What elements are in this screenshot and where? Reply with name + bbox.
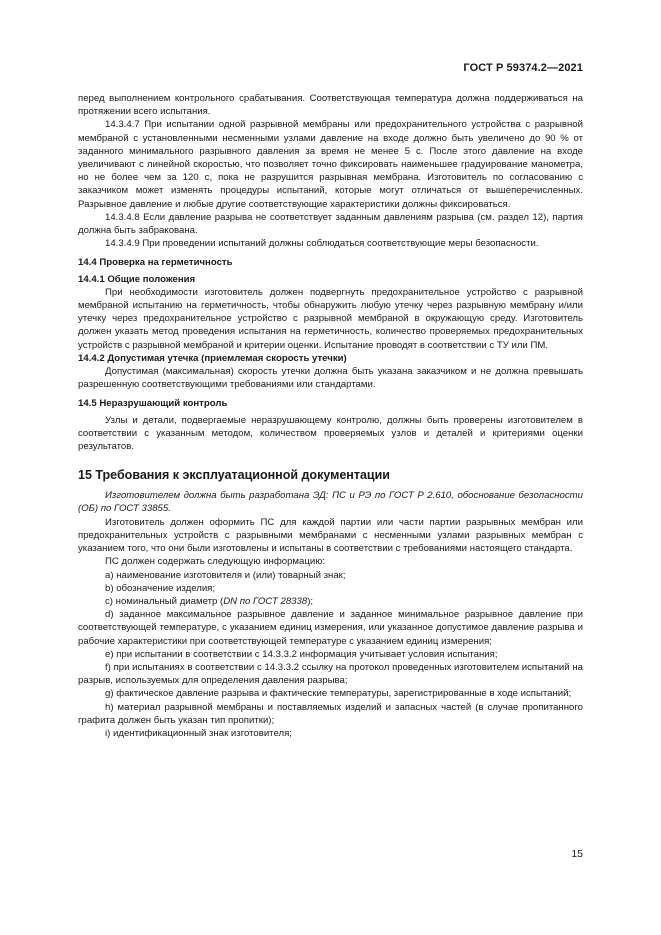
- heading-14-5: 14.5 Неразрушающий контроль: [78, 398, 228, 410]
- paragraph-14-3-4-8: 14.3.4.8 Если давление разрыва не соответствует заданным давлениям разрыва (см. раздел 12), партия должна быть забракована.: [78, 211, 583, 237]
- paragraph: Изготовитель должен оформить ПС для каждой партии или части партии разрывных мембран или предохранительных устройств с разрывными мембранами с несменными узлами разрывных мембран с указанием того, что они были изготовлены и испытаны в соответствии с требованиями настоящего стандарта.: [78, 516, 583, 555]
- paragraph-italic: Изготовителем должна быть разработана ЭД: ПС и РЭ по ГОСТ Р 2.610, обоснование безопасности (ОБ) по ГОСТ 33855.: [78, 490, 583, 515]
- paragraph: Узлы и детали, подвергаемые неразрушающему контролю, должны быть проверены изготовителем в соответствии с указанным методом, количеством проверяемых узлов и деталей и критериями оценки результатов.: [78, 414, 583, 453]
- paragraph: Допустимая (максимальная) скорость утечки должна быть указана заказчиком и не должна превышать разрешенную соответствующими требованиями или стандартами.: [78, 366, 583, 391]
- paragraph-14-3-4-7: 14.3.4.7 При испытании одной разрывной мембраны или предохранительного устройства с разрывной мембраной с установленными несменными узлами давление на входе должно быть увеличено до 90 % от заданного минимального разрывного давления за время не менее 5 с. После этого давление на входе увеличивают с линейной скоростью, что позволяет точно фиксировать наименьшее градуирование манометра, но не более чем за 120 с, пока не разрушится разрывная мембрана. Изготовитель по согласованию с заказчиком может изменять процедуры испытаний, которые могут отличаться от вышеперечисленных. Разрывное давление и любые другие соответствующие характеристики должны фиксироваться.: [78, 119, 583, 210]
- list-item-b: b) обозначение изделия;: [105, 582, 216, 594]
- paragraph: ПС должен содержать следующую информацию:: [105, 556, 326, 568]
- heading-section-15: 15 Требования к эксплуатационной документации: [78, 468, 390, 483]
- heading-14-4-2: 14.4.2 Допустимая утечка (приемлемая скорость утечки): [78, 352, 347, 364]
- list-item-h: h) материал разрывной мембраны и поставляемых изделий и запасных частей (в случае пропитанного графита должен быть указан тип пропитки);: [78, 701, 583, 726]
- heading-14-4-1: 14.4.1 Общие положения: [78, 273, 196, 285]
- document-body: [78, 92, 583, 740]
- document-header: ГОСТ Р 59374.2—2021: [463, 62, 583, 74]
- paragraph: перед выполнением контрольного срабатывания. Соответствующая температура должна поддерживаться на протяжении всего испытания.: [78, 93, 583, 118]
- list-item-i: i) идентификационный знак изготовителя;: [105, 727, 292, 739]
- list-item-g: g) фактическое давление разрыва и фактические температуры, зарегистрированные в ходе испытаний;: [105, 688, 572, 700]
- list-item-a: а) наименование изготовителя и (или) товарный знак;: [105, 569, 346, 581]
- list-item-c-end: );: [307, 595, 314, 607]
- heading-14-4: 14.4 Проверка на герметичность: [78, 257, 233, 269]
- list-item-c: [78, 595, 583, 608]
- list-item-c-text: c) номинальный диаметр (: [105, 595, 224, 607]
- list-item-d: d) заданное максимальное разрывное давление и заданное минимальное разрывное давление при соответствующей температуре, с указанием единиц измерения, или указанное допустимое давление разрыва и рабочие характеристики при соответствующей температуре с указанием единиц измерения;: [78, 609, 583, 647]
- paragraph: При необходимости изготовитель должен подвергнуть предохранительное устройство с разрывной мембраной испытанию на герметичность, чтобы обнаружить любую утечку через разрывную мембрану и/или утечку через предохранительное устройство с разрывной мембраной в окружающую среду. Изготовитель должен указать метод проведения испытания на герметичность, количество проверяемых предохранительных устройств с разрывной мембраной и критерии оценки. Испытание проводят в соответствии с ТУ или ПМ.: [78, 286, 583, 351]
- list-item-e: e) при испытании в соответствии с 14.3.3.2 информация учитывает условия испытания;: [105, 648, 498, 660]
- list-item-c-italic: DN по ГОСТ 28338: [223, 595, 308, 607]
- page-number: 15: [571, 848, 583, 860]
- paragraph-14-3-4-9: 14.3.4.9 При проведении испытаний должны соблюдаться соответствующие меры безопасности.: [105, 238, 539, 250]
- list-item-f: f) при испытаниях в соответствии с 14.3.3.2 ссылку на протокол проведенных изготовителем испытаний на разрыв, используемых для определения давления разрыва;: [78, 661, 583, 687]
